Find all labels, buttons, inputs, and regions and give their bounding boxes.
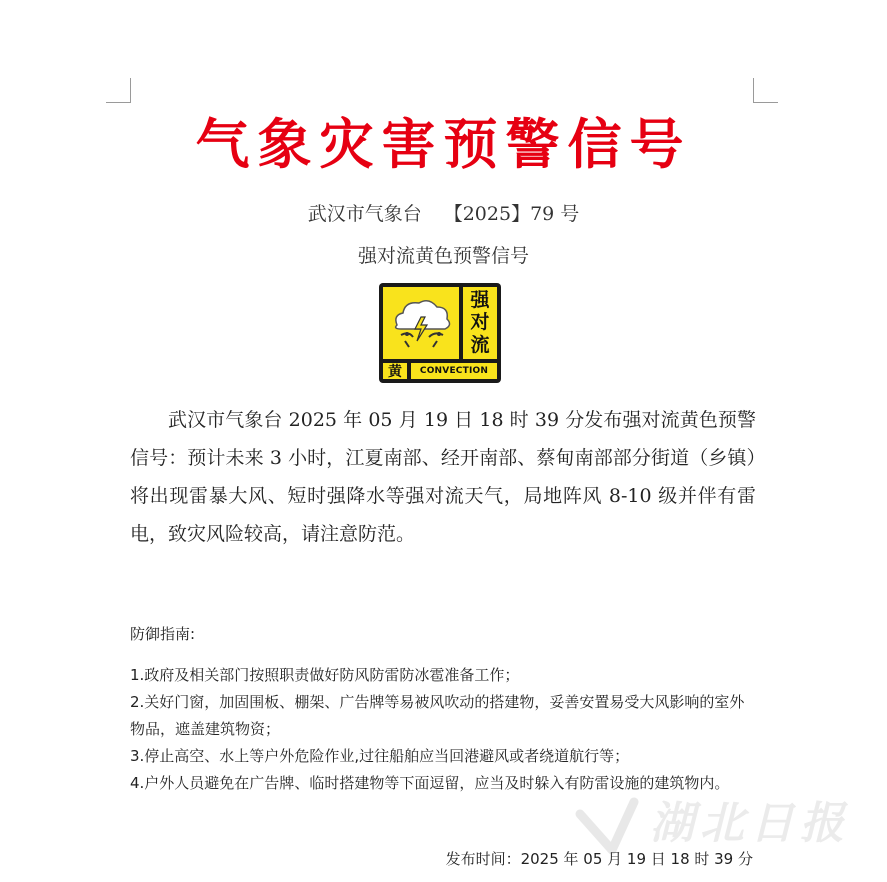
type-char-1: 强	[470, 288, 490, 311]
guide-item-2: 2.关好门窗，加固围板、棚架、广告牌等易被风吹动的搭建物，妥善安置易受大风影响的室外物品，遮盖建筑物资；	[130, 693, 745, 738]
issuer-line	[0, 200, 887, 228]
release-time: 发布时间：2025 年 05 月 19 日 18 时 39 分	[445, 850, 753, 868]
defense-guide-list	[130, 662, 756, 797]
type-char-3: 流	[470, 334, 490, 357]
defense-guide-title: 防御指南:	[130, 625, 196, 643]
signal-level-label: 黄	[383, 363, 407, 379]
signal-english-label: CONVECTION	[411, 363, 497, 379]
signal-type-panel	[463, 287, 497, 359]
issuer-name: 武汉市气象台	[307, 203, 422, 225]
crop-mark-top-left	[106, 78, 131, 103]
type-char-2: 对	[470, 311, 490, 334]
storm-cloud-icon	[383, 287, 459, 359]
page-title: 气象灾害预警信号	[195, 112, 692, 176]
warning-signal-icon	[379, 283, 501, 383]
guide-item-1: 1.政府及相关部门按照职责做好防风防雷防冰雹准备工作；	[130, 666, 520, 684]
guide-item-4: 4.户外人员避免在广告牌、临时搭建物等下面逗留，应当及时躲入有防雷设施的建筑物内。	[130, 774, 730, 792]
watermark-text: 湖北日报	[650, 798, 850, 849]
guide-item-3: 3.停止高空、水上等户外危险作业,过往船舶应当回港避风或者绕道航行等；	[130, 747, 630, 765]
signal-name: 强对流黄色预警信号	[357, 245, 529, 267]
warning-body-paragraph: 武汉市气象台 2025 年 05 月 19 日 18 时 39 分发布强对流黄色预警信号：预计未来 3 小时，江夏南部、经开南部、蔡甸南部部分街道（乡镇）将出现雷暴大风、短时强降水等强对流天气，局地阵风 8-10 级并伴有雷电，致灾风险较高，请注意防范。	[130, 409, 756, 545]
crop-mark-top-right	[753, 78, 778, 103]
doc-number: 【2025】79 号	[443, 203, 580, 225]
